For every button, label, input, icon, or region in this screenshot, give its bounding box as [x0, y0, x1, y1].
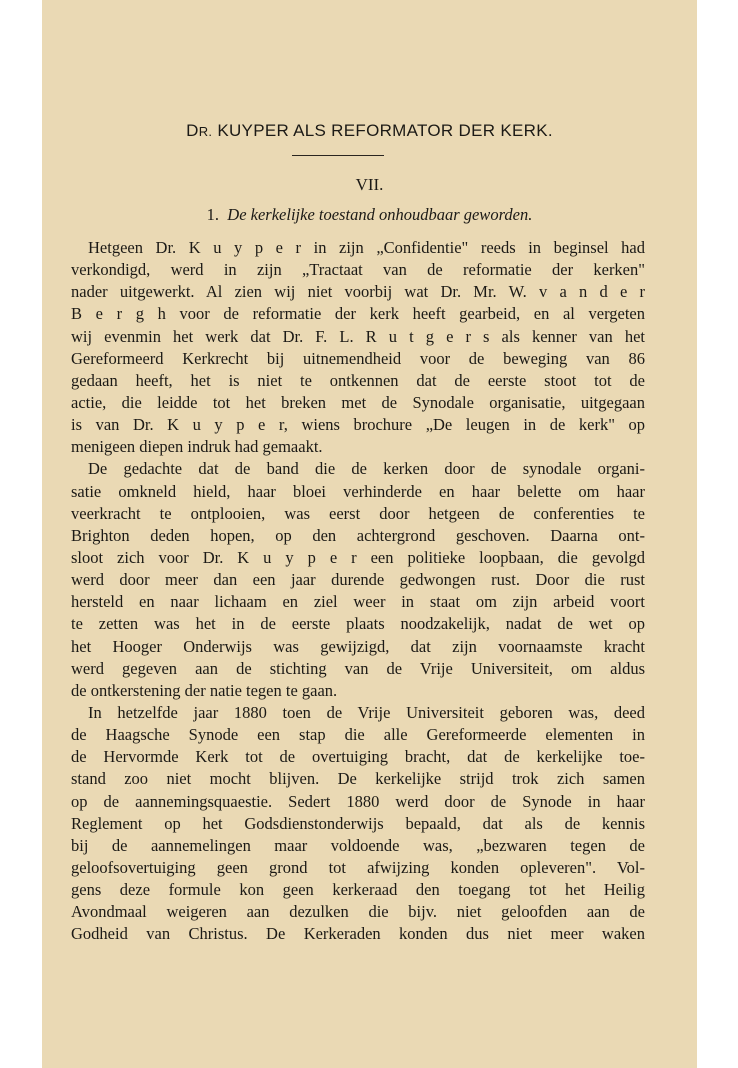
subtitle-text: De kerkelijke toestand onhoudbaar geworden. — [227, 205, 533, 224]
text-line: De gedachte dat de band die de kerken door de synodale organi- — [88, 459, 645, 479]
text-line: Godheid van Christus. De Kerkeraden konden dus niet meer waken — [71, 924, 645, 944]
text-line: werd door meer dan een jaar durende gedwongen rust. Door die rust — [71, 570, 645, 590]
text-line: werd gegeven aan de stichting van de Vrije Universiteit, om aldus — [71, 658, 645, 678]
text-line: In hetzelfde jaar 1880 toen de Vrije Universiteit geboren was, deed — [88, 702, 645, 722]
text-line: Hetgeen Dr. K u y p e r in zijn „Confidentie" reeds in beginsel had — [88, 238, 645, 257]
text-line: menigeen diepen indruk had gemaakt. — [71, 437, 323, 457]
text-line: gedaan heeft, het is niet te ontkennen dat de eerste stoot tot de — [71, 370, 645, 390]
body-text — [71, 237, 645, 946]
text-line: stand zoo niet mocht blijven. De kerkelijke strijd trok zich samen — [71, 769, 645, 789]
text-line: te zetten was het in de eerste plaats noodzakelijk, nadat de wet op — [71, 614, 645, 634]
text-line: veerkracht te ontplooien, was eerst door hetgeen de conferenties te — [71, 503, 645, 523]
text-line: B e r g h voor de reformatie der kerk heeft gearbeid, en al vergeten — [71, 304, 645, 324]
text-line: verkondigd, werd in zijn „Tractaat van de reformatie der kerken" — [71, 260, 645, 280]
text-line: nader uitgewerkt. Al zien wij niet voorbij wat Dr. Mr. W. v a n d e r — [71, 282, 645, 302]
text-line: Reglement op het Godsdienstonderwijs bepaald, dat als de kennis — [71, 813, 645, 833]
section-number: VII. — [355, 175, 384, 194]
text-line: geloofsovertuiging geen grond tot afwijzing konden opleveren". Vol- — [71, 857, 645, 877]
heading-divider — [292, 155, 384, 156]
heading-small-caps: R. — [198, 124, 213, 139]
text-line: is van Dr. K u y p e r, wiens brochure „De leugen in de kerk" op — [71, 415, 645, 435]
heading-title: KUYPER ALS REFORMATOR DER KERK. — [212, 121, 553, 140]
text-line: hersteld en naar lichaam en ziel weer in staat om zijn arbeid voort — [71, 592, 645, 612]
text-line: de ontkerstening der natie tegen te gaan. — [71, 680, 338, 700]
text-line: gens deze formule kon geen kerkeraad den toegang tot het Heilig — [71, 880, 645, 900]
text-line: bij de aannemelingen maar voldoende was, „bezwaren tegen de — [71, 835, 645, 855]
text-line: sloot zich voor Dr. K u y p e r een politieke loopbaan, die gevolgd — [71, 547, 645, 567]
text-line: Avondmaal weigeren aan dezulken die bijv. niet geloofden aan de — [71, 902, 645, 922]
section-subtitle — [42, 205, 697, 225]
heading-initial: D — [186, 121, 199, 140]
text-line: de Haagsche Synode een stap die alle Gereformeerde elementen in — [71, 725, 645, 745]
text-line: Gereformeerd Kerkrecht bij uitnemendheid voor de beweging van 86 — [71, 348, 645, 368]
text-line: actie, die leidde tot het breken met de Synodale organisatie, uitgegaan — [71, 392, 645, 412]
paragraph — [71, 237, 645, 458]
paragraph — [71, 702, 645, 946]
text-line: het Hooger Onderwijs was gewijzigd, dat zijn voornaamste kracht — [71, 636, 645, 656]
chapter-heading — [42, 121, 697, 141]
text-line: op de aannemingsquaestie. Sedert 1880 werd door de Synode in haar — [71, 791, 645, 811]
subtitle-number: 1. — [206, 205, 220, 224]
text-line: de Hervormde Kerk tot de overtuiging bracht, dat de kerkelijke toe- — [71, 747, 645, 767]
book-page — [42, 0, 697, 1068]
text-line: wij evenmin het werk dat Dr. F. L. R u t g e r s als kenner van het — [71, 326, 645, 346]
text-line: satie omkneld hield, haar bloei verhinderde en haar belette om haar — [71, 481, 645, 501]
paragraph — [71, 458, 645, 702]
text-line: Brighton deden hopen, op den achtergrond geschoven. Daarna ont- — [71, 525, 645, 545]
